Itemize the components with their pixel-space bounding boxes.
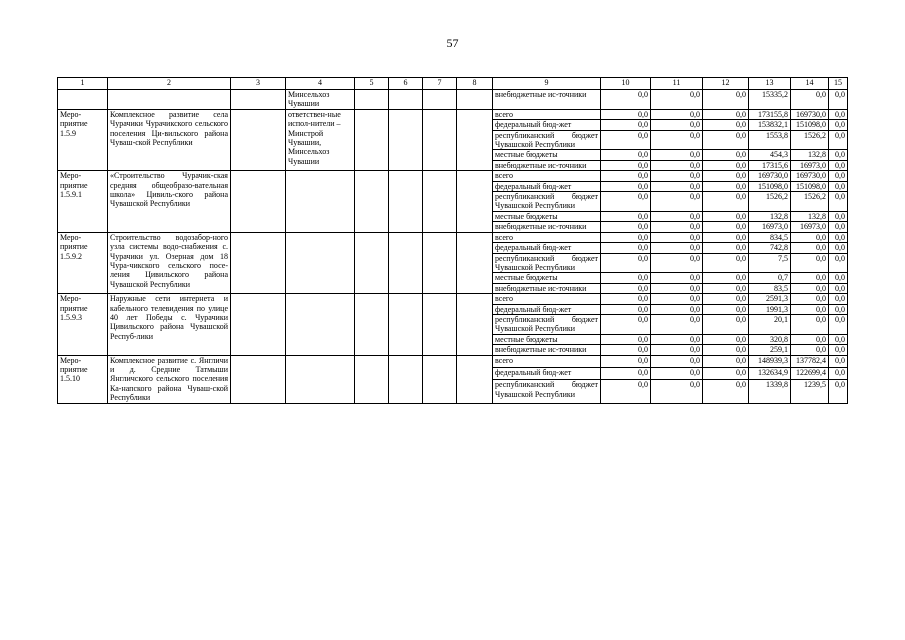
funding-source-cell: федеральный бюд-жет: [493, 181, 601, 191]
value-cell: 0,0: [791, 90, 829, 110]
funding-source-cell: внебюджетные ис-точники: [493, 90, 601, 110]
empty-cell: [423, 294, 457, 355]
value-cell: 0,0: [601, 355, 651, 367]
value-cell: 0,0: [601, 304, 651, 314]
value-cell: 169730,0: [791, 171, 829, 181]
table-row: [58, 294, 848, 304]
funding-source-cell: всего: [493, 294, 601, 304]
empty-cell: [423, 171, 457, 232]
value-cell: 0,0: [651, 380, 703, 403]
value-cell: 0,0: [791, 273, 829, 283]
value-cell: 0,0: [651, 345, 703, 355]
value-cell: 16973,0: [749, 222, 791, 232]
value-cell: 0,0: [651, 150, 703, 160]
value-cell: 169730,0: [749, 171, 791, 181]
value-cell: 0,0: [601, 222, 651, 232]
value-cell: 153832,1: [749, 120, 791, 130]
value-cell: 0,0: [651, 120, 703, 130]
value-cell: 148939,3: [749, 355, 791, 367]
value-cell: 0,0: [791, 314, 829, 334]
executor-cell: [286, 355, 355, 403]
value-cell: 0,0: [703, 109, 749, 119]
column-number: 11: [651, 78, 703, 90]
value-cell: 0,0: [601, 160, 651, 170]
event-number-cell: Меро-приятие 1.5.9.3: [58, 294, 108, 355]
value-cell: 0,0: [829, 334, 848, 344]
empty-cell: [457, 109, 493, 170]
value-cell: 0,0: [703, 345, 749, 355]
value-cell: 0,0: [703, 222, 749, 232]
value-cell: 1239,5: [791, 380, 829, 403]
value-cell: 0,0: [601, 314, 651, 334]
value-cell: 0,0: [791, 283, 829, 293]
funding-source-cell: республиканский бюджет Чувашской Республики: [493, 253, 601, 273]
value-cell: 0,0: [651, 334, 703, 344]
event-description-cell: Комплексное развитие села Чурачики Чурачикского сельского поселения Ци-вильского района Чуваш-ской Республики: [108, 109, 231, 170]
value-cell: 0,0: [601, 334, 651, 344]
value-cell: 0,0: [829, 130, 848, 150]
value-cell: 1526,2: [791, 130, 829, 150]
value-cell: 137782,4: [791, 355, 829, 367]
empty-cell: [423, 355, 457, 403]
funding-source-cell: республиканский бюджет Чувашской Республики: [493, 314, 601, 334]
value-cell: 173155,8: [749, 109, 791, 119]
column-number: 15: [829, 78, 848, 90]
value-cell: 0,0: [601, 367, 651, 379]
value-cell: 0,0: [651, 243, 703, 253]
value-cell: 0,0: [829, 294, 848, 304]
empty-cell: [389, 171, 423, 232]
value-cell: 0,0: [601, 192, 651, 212]
value-cell: 132,8: [791, 150, 829, 160]
value-cell: 0,0: [651, 314, 703, 334]
value-cell: 0,0: [703, 314, 749, 334]
value-cell: 0,0: [651, 211, 703, 221]
funding-source-cell: всего: [493, 232, 601, 242]
value-cell: 0,0: [829, 253, 848, 273]
value-cell: 0,0: [791, 232, 829, 242]
funding-source-cell: внебюджетные ис-точники: [493, 345, 601, 355]
value-cell: 20,1: [749, 314, 791, 334]
value-cell: 0,0: [703, 243, 749, 253]
value-cell: 0,0: [601, 232, 651, 242]
executor-cell: [286, 294, 355, 355]
column-number: 14: [791, 78, 829, 90]
page-number: 57: [446, 36, 459, 50]
value-cell: 0,0: [703, 367, 749, 379]
value-cell: 0,0: [829, 304, 848, 314]
table-row: [58, 171, 848, 181]
table-row: [58, 355, 848, 367]
value-cell: 0,0: [829, 232, 848, 242]
value-cell: 0,0: [703, 283, 749, 293]
value-cell: 132,8: [791, 211, 829, 221]
funding-source-cell: всего: [493, 355, 601, 367]
value-cell: 0,0: [651, 171, 703, 181]
value-cell: 0,0: [651, 355, 703, 367]
column-number: 13: [749, 78, 791, 90]
column-number: 12: [703, 78, 749, 90]
event-description-cell: Строительство водозабор-ного узла системы водо-снабжения с. Чурачики ул. Озерная дом 18 Чура-чикского сельского посе-ления Цивильского района Чувашской Республики: [108, 232, 231, 293]
funding-source-cell: всего: [493, 109, 601, 119]
value-cell: 7,5: [749, 253, 791, 273]
event-number-cell: Меро-приятие 1.5.9.1: [58, 171, 108, 232]
value-cell: 132,8: [749, 211, 791, 221]
event-number-cell: Меро-приятие 1.5.9: [58, 109, 108, 170]
executor-cell: [286, 171, 355, 232]
value-cell: 0,0: [829, 171, 848, 181]
empty-cell: [231, 171, 286, 232]
value-cell: 834,5: [749, 232, 791, 242]
value-cell: 0,0: [651, 367, 703, 379]
value-cell: 0,7: [749, 273, 791, 283]
value-cell: 0,0: [791, 243, 829, 253]
column-number: 6: [389, 78, 423, 90]
value-cell: 0,0: [651, 304, 703, 314]
value-cell: 0,0: [829, 192, 848, 212]
value-cell: 259,1: [749, 345, 791, 355]
continued-row: [58, 90, 848, 110]
funding-source-cell: внебюджетные ис-точники: [493, 160, 601, 170]
funding-source-cell: местные бюджеты: [493, 211, 601, 221]
table-row: [58, 109, 848, 119]
column-number-row: [58, 78, 848, 90]
executor-cell: Минсельхоз Чувашии: [286, 90, 355, 110]
value-cell: 0,0: [829, 273, 848, 283]
value-cell: 0,0: [601, 120, 651, 130]
empty-cell: [457, 171, 493, 232]
value-cell: 1991,3: [749, 304, 791, 314]
event-number-cell: Меро-приятие 1.5.10: [58, 355, 108, 403]
funding-source-cell: республиканский бюджет Чувашской Республики: [493, 130, 601, 150]
event-description-cell: Комплексное развитие с. Янгличи и д. Средние Татмыши Янгличского сельского поселения Ка-напского района Чуваш-ской Республики: [108, 355, 231, 403]
value-cell: 0,0: [651, 130, 703, 150]
column-number: 3: [231, 78, 286, 90]
value-cell: 0,0: [829, 181, 848, 191]
value-cell: 0,0: [829, 243, 848, 253]
column-number: 5: [355, 78, 389, 90]
funding-source-cell: местные бюджеты: [493, 273, 601, 283]
value-cell: 0,0: [791, 253, 829, 273]
value-cell: 0,0: [829, 355, 848, 367]
table-row: [58, 232, 848, 242]
value-cell: 0,0: [829, 150, 848, 160]
value-cell: 0,0: [703, 192, 749, 212]
value-cell: 1526,2: [749, 192, 791, 212]
empty-cell: [355, 355, 389, 403]
value-cell: 0,0: [703, 273, 749, 283]
value-cell: 0,0: [703, 150, 749, 160]
empty-cell: [355, 232, 389, 293]
event-number-cell: Меро-приятие 1.5.9.2: [58, 232, 108, 293]
column-number: 4: [286, 78, 355, 90]
column-number: 7: [423, 78, 457, 90]
value-cell: 0,0: [829, 222, 848, 232]
column-number: 8: [457, 78, 493, 90]
column-number: 9: [493, 78, 601, 90]
value-cell: 0,0: [601, 150, 651, 160]
column-number: 10: [601, 78, 651, 90]
executor-cell: [286, 232, 355, 293]
value-cell: 0,0: [651, 294, 703, 304]
funding-source-cell: федеральный бюд-жет: [493, 304, 601, 314]
value-cell: 1339,8: [749, 380, 791, 403]
value-cell: 0,0: [651, 160, 703, 170]
value-cell: 0,0: [791, 334, 829, 344]
empty-cell: [389, 294, 423, 355]
value-cell: 0,0: [703, 171, 749, 181]
executor-cell: ответствен-ные испол-нители – Минстрой Чувашии, Минсельхоз Чувашии: [286, 109, 355, 170]
value-cell: 0,0: [651, 90, 703, 110]
value-cell: 0,0: [601, 273, 651, 283]
empty-cell: [355, 294, 389, 355]
value-cell: 0,0: [703, 294, 749, 304]
value-cell: 320,8: [749, 334, 791, 344]
value-cell: 0,0: [829, 380, 848, 403]
value-cell: 0,0: [791, 345, 829, 355]
value-cell: 0,0: [829, 345, 848, 355]
value-cell: 0,0: [651, 253, 703, 273]
value-cell: 0,0: [703, 120, 749, 130]
value-cell: 17315,6: [749, 160, 791, 170]
value-cell: 0,0: [601, 294, 651, 304]
value-cell: 0,0: [829, 283, 848, 293]
value-cell: 1553,8: [749, 130, 791, 150]
event-description-cell: Наружные сети интернета и кабельного телевидения по улице 40 лет Победы с. Чурачики Цивильского района Чувашской Респуб-лики: [108, 294, 231, 355]
funding-source-cell: внебюджетные ис-точники: [493, 222, 601, 232]
empty-cell: [457, 232, 493, 293]
funding-source-cell: внебюджетные ис-точники: [493, 283, 601, 293]
empty-cell: [355, 171, 389, 232]
funding-source-cell: местные бюджеты: [493, 150, 601, 160]
value-cell: 0,0: [791, 294, 829, 304]
empty-cell: [423, 109, 457, 170]
value-cell: 151098,0: [791, 181, 829, 191]
value-cell: 454,3: [749, 150, 791, 160]
value-cell: 0,0: [601, 90, 651, 110]
value-cell: 0,0: [601, 181, 651, 191]
value-cell: 0,0: [703, 253, 749, 273]
value-cell: 83,5: [749, 283, 791, 293]
value-cell: 0,0: [829, 314, 848, 334]
value-cell: 0,0: [703, 355, 749, 367]
value-cell: 0,0: [601, 283, 651, 293]
value-cell: 0,0: [651, 273, 703, 283]
value-cell: 151098,0: [791, 120, 829, 130]
empty-cell: [389, 355, 423, 403]
empty-cell: [423, 232, 457, 293]
value-cell: 0,0: [829, 211, 848, 221]
value-cell: 0,0: [829, 160, 848, 170]
value-cell: 0,0: [601, 109, 651, 119]
value-cell: 169730,0: [791, 109, 829, 119]
empty-cell: [389, 232, 423, 293]
funding-source-cell: федеральный бюд-жет: [493, 367, 601, 379]
value-cell: 0,0: [601, 380, 651, 403]
value-cell: 0,0: [601, 253, 651, 273]
empty-cell: [389, 109, 423, 170]
value-cell: 0,0: [651, 181, 703, 191]
value-cell: 0,0: [601, 345, 651, 355]
value-cell: 0,0: [703, 90, 749, 110]
value-cell: 0,0: [601, 211, 651, 221]
empty-cell: [457, 294, 493, 355]
value-cell: 0,0: [651, 109, 703, 119]
value-cell: 2591,3: [749, 294, 791, 304]
column-number: 2: [108, 78, 231, 90]
value-cell: 1526,2: [791, 192, 829, 212]
value-cell: 132634,9: [749, 367, 791, 379]
value-cell: 742,8: [749, 243, 791, 253]
value-cell: 15335,2: [749, 90, 791, 110]
value-cell: 0,0: [829, 367, 848, 379]
value-cell: 122699,4: [791, 367, 829, 379]
value-cell: 0,0: [703, 380, 749, 403]
funding-source-cell: республиканский бюджет Чувашской Республики: [493, 380, 601, 403]
event-description-cell: «Строительство Чурачик-ская средняя общеобразо-вательная школа» Цивиль-ского района Чувашской Республики: [108, 171, 231, 232]
value-cell: 0,0: [703, 130, 749, 150]
funding-source-cell: федеральный бюд-жет: [493, 243, 601, 253]
column-number: 1: [58, 78, 108, 90]
value-cell: 0,0: [703, 160, 749, 170]
value-cell: 0,0: [651, 283, 703, 293]
value-cell: 0,0: [829, 120, 848, 130]
value-cell: 0,0: [601, 171, 651, 181]
table-body: [58, 78, 848, 404]
value-cell: 0,0: [829, 109, 848, 119]
funding-source-cell: федеральный бюд-жет: [493, 120, 601, 130]
empty-cell: [231, 109, 286, 170]
funding-source-cell: местные бюджеты: [493, 334, 601, 344]
value-cell: 16973,0: [791, 222, 829, 232]
funding-source-cell: республиканский бюджет Чувашской Республики: [493, 192, 601, 212]
value-cell: 0,0: [651, 192, 703, 212]
value-cell: 0,0: [703, 232, 749, 242]
empty-cell: [355, 109, 389, 170]
funding-source-cell: всего: [493, 171, 601, 181]
value-cell: 0,0: [601, 243, 651, 253]
value-cell: 0,0: [651, 232, 703, 242]
empty-cell: [457, 355, 493, 403]
value-cell: 0,0: [703, 181, 749, 191]
value-cell: 151098,0: [749, 181, 791, 191]
value-cell: 0,0: [703, 304, 749, 314]
budget-table: [57, 77, 848, 404]
value-cell: 0,0: [791, 304, 829, 314]
value-cell: 0,0: [601, 130, 651, 150]
value-cell: 16973,0: [791, 160, 829, 170]
empty-cell: [231, 294, 286, 355]
empty-cell: [231, 355, 286, 403]
value-cell: 0,0: [651, 222, 703, 232]
value-cell: 0,0: [703, 334, 749, 344]
value-cell: 0,0: [829, 90, 848, 110]
value-cell: 0,0: [703, 211, 749, 221]
empty-cell: [231, 232, 286, 293]
